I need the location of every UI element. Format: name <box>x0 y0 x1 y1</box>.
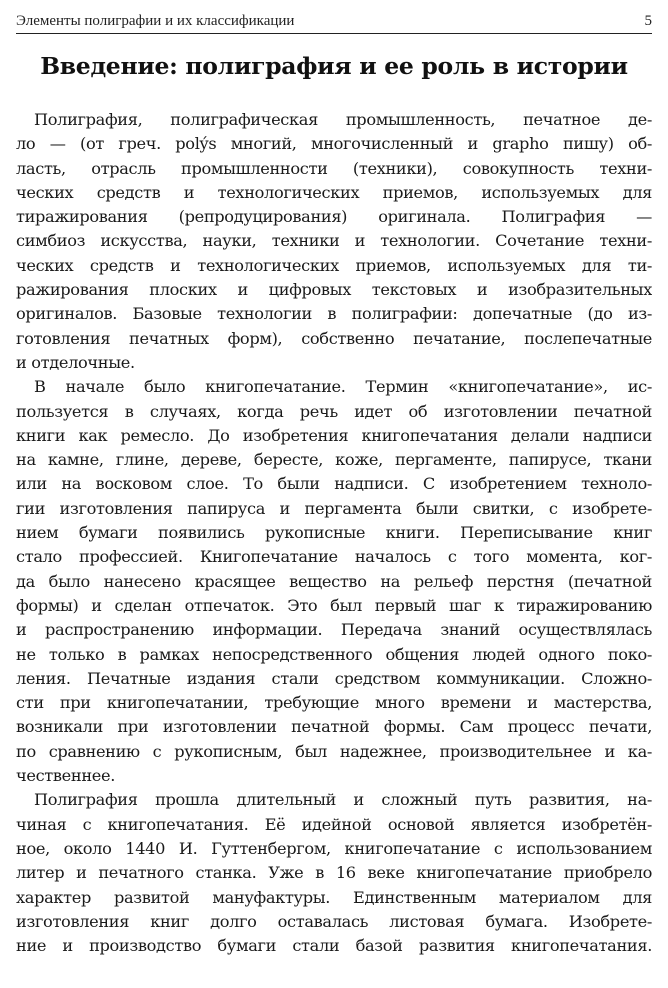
text-line: ласть, отрасль промышленности (техники), совокупность техни- <box>16 158 652 178</box>
text-line: сти при книгопечатании, требующие много времени и мастерства, <box>16 693 652 713</box>
text-line: Полиграфия прошла длительный и сложный путь развития, на- <box>34 790 652 810</box>
text-line: характер развитой мануфактуры. Единственным материалом для <box>16 887 652 907</box>
text-line: тиражирования (репродуцирования) оригинала. Полиграфия — <box>16 207 652 227</box>
text-line: ло — (от греч. polýs многий, многочисленный и graphо пишу) об- <box>16 134 652 154</box>
text-line: ческих средств и технологических приемов, используемых для <box>16 182 652 202</box>
text-line: по сравнению с рукописным, был надежнее, производительнее и ка- <box>16 741 652 761</box>
text-line: симбиоз искусства, науки, техники и технологии. Сочетание техни- <box>16 231 652 251</box>
text-line: ческих средств и технологических приемов, используемых для ти- <box>16 255 652 275</box>
text-line: чиная с книгопечатания. Её идейной основой является изобретён- <box>16 814 652 834</box>
text-line: литер и печатного станка. Уже в 16 веке книгопечатание приобрело <box>16 863 652 883</box>
text-line: на камне, глине, дереве, бересте, коже, пергаменте, папирусе, ткани <box>16 450 652 470</box>
text-line: чественнее. <box>16 766 116 786</box>
text-line: гии изготовления папируса и пергамента были свитки, с изобрете- <box>16 498 652 518</box>
text-line: оригиналов. Базовые технологии в полиграфии: допечатные (до из- <box>16 304 652 324</box>
running-title: Элементы полиграфии и их классификации <box>16 13 295 29</box>
text-line: В начале было книгопечатание. Термин «книгопечатание», ис- <box>34 377 652 397</box>
text-line: ние и производство бумаги стали базой развития книгопечатания. <box>16 936 652 956</box>
page-title: Введение: полиграфия и ее роль в истории <box>40 52 628 80</box>
text-line: стало профессией. Книгопечатание началось с того момента, ког- <box>16 547 652 567</box>
text-line: ления. Печатные издания стали средством коммуникации. Сложно- <box>16 668 652 688</box>
text-line: нием бумаги появились рукописные книги. Переписывание книг <box>16 523 652 543</box>
text-line: возникали при изготовлении печатной формы. Сам процесс печати, <box>16 717 652 737</box>
text-line: изготовления книг долго оставалась листовая бумага. Изобрете- <box>16 911 652 931</box>
text-line: да было нанесено красящее вещество на рельеф перстня (печатной <box>16 571 652 591</box>
text-line: ное, около 1440 И. Гуттенбергом, книгопечатание с использованием <box>16 838 652 858</box>
text-line: Полиграфия, полиграфическая промышленность, печатное де- <box>34 110 652 129</box>
text-line: не только в рамках непосредственного общения людей одного поко- <box>16 644 652 664</box>
text-line: ражирования плоских и цифровых текстовых и изобразительных <box>16 280 652 300</box>
text-line: пользуется в случаях, когда речь идет об изготовлении печатной <box>16 401 652 421</box>
running-header <box>16 6 652 34</box>
text-line: и распространению информации. Передача знаний осуществлялась <box>16 620 652 640</box>
text-line: книги как ремесло. До изобретения книгопечатания делали надписи <box>16 425 652 445</box>
body-text <box>16 108 652 958</box>
text-line: и отделочные. <box>16 352 135 372</box>
text-line: или на восковом слое. То были надписи. С изобретением техноло- <box>16 474 652 494</box>
text-line: формы) и сделан отпечаток. Это был первый шаг к тиражированию <box>16 595 652 615</box>
text-line: готовления печатных форм), собственно печатание, послепечатные <box>16 328 652 348</box>
page-number: 5 <box>644 13 652 29</box>
